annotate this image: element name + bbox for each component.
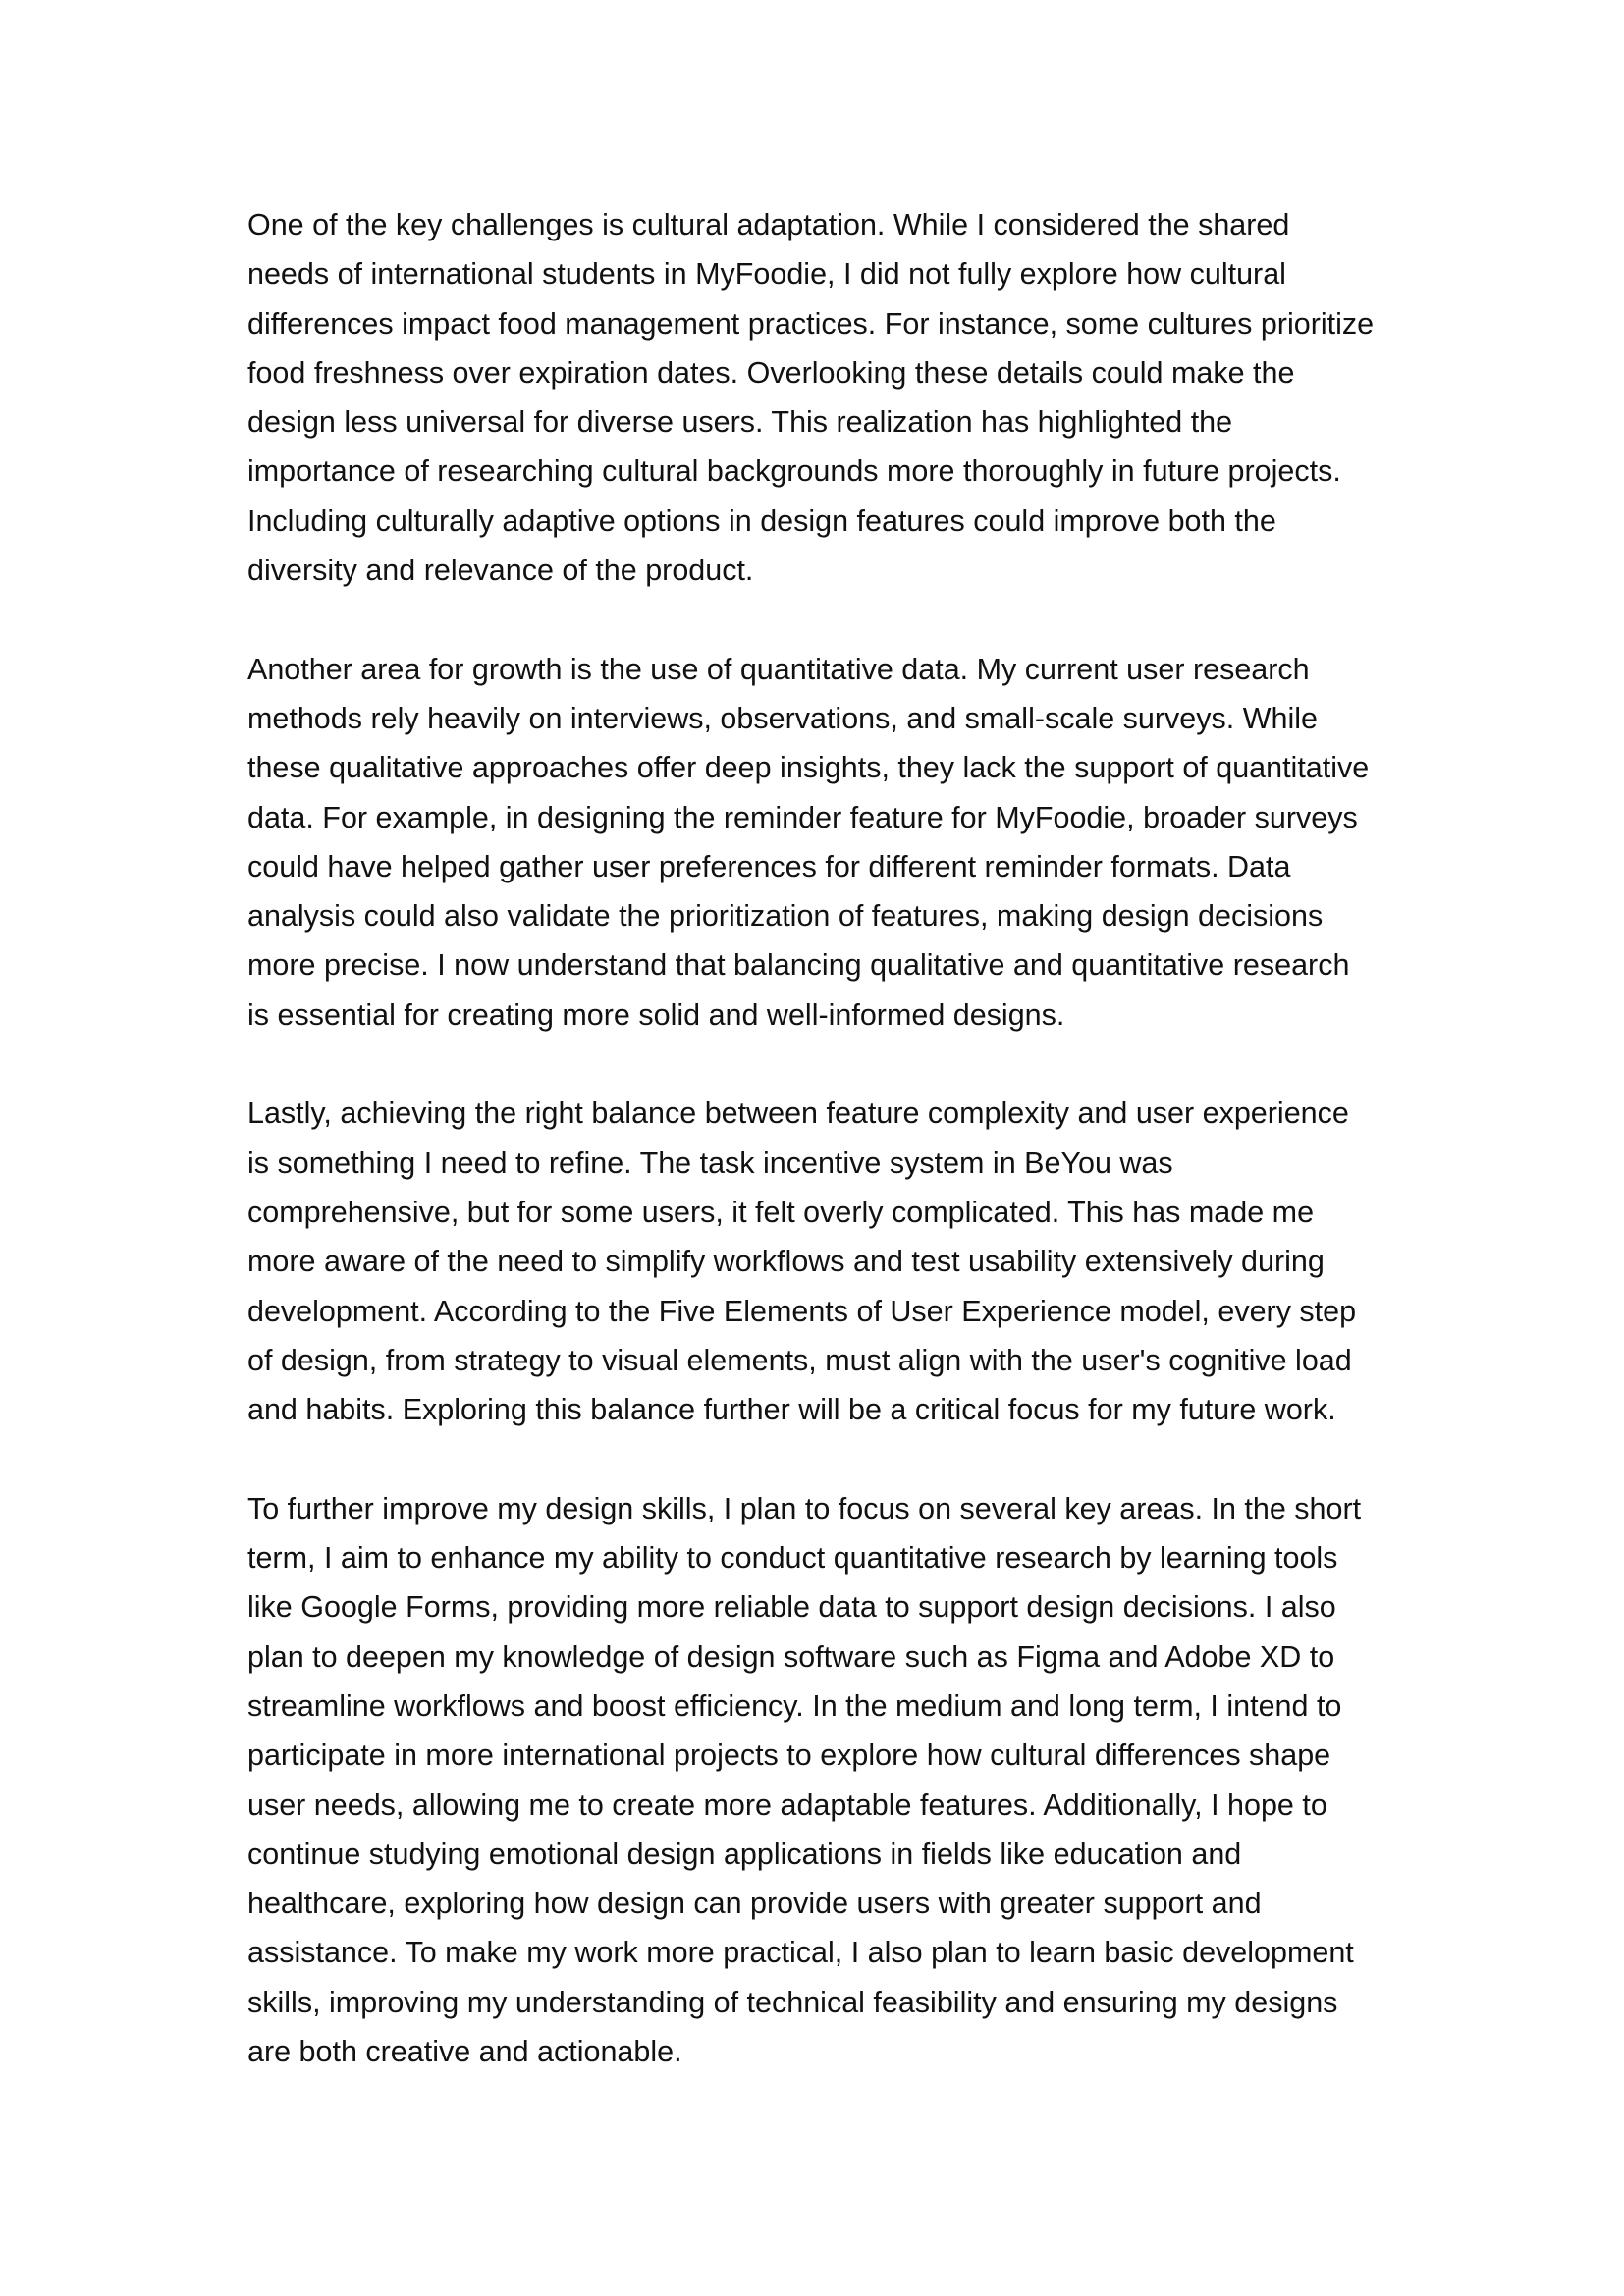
text-line: like Google Forms, providing more reliable data to support design decisions. I also [247,1590,1336,1625]
text-line: more aware of the need to simplify workflows and test usability extensively during [247,1245,1325,1279]
text-line: is something I need to refine. The task incentive system in BeYou was [247,1146,1173,1180]
text-line: plan to deepen my knowledge of design software such as Figma and Adobe XD to [247,1639,1335,1674]
text-line: could have helped gather user preferences for different reminder formats. Data [247,849,1291,883]
text-line: are both creative and actionable. [247,2034,682,2068]
text-line: needs of international students in MyFoodie, I did not fully explore how cultural [247,257,1286,292]
text-line: more precise. I now understand that balancing qualitative and quantitative research [247,948,1350,983]
text-line: and habits. Exploring this balance further will be a critical focus for my future work. [247,1393,1336,1427]
text-line: is essential for creating more solid and well-informed designs. [247,997,1065,1032]
text-line: skills, improving my understanding of technical feasibility and ensuring my designs [247,1985,1338,2019]
text-line: participate in more international projects to explore how cultural differences shape [247,1738,1331,1773]
text-line: user needs, allowing me to create more adaptable features. Additionally, I hope to [247,1788,1327,1822]
text-line: of design, from strategy to visual elements, must align with the user's cognitive load [247,1343,1352,1377]
paragraph-quantitative-data [247,645,1406,1040]
text-line: assistance. To make my work more practical, I also plan to learn basic development [247,1936,1354,1970]
text-line: food freshness over expiration dates. Overlooking these details could make the [247,355,1295,390]
text-line: analysis could also validate the prioritization of features, making design decisions [247,899,1324,934]
text-line: methods rely heavily on interviews, observations, and small-scale surveys. While [247,701,1318,735]
text-line: Lastly, achieving the right balance between feature complexity and user experience [247,1096,1349,1131]
text-line: continue studying emotional design applications in fields like education and [247,1837,1242,1871]
text-line: differences impact food management practices. For instance, some cultures prioritize [247,306,1375,341]
text-line: importance of researching cultural backgrounds more thoroughly in future projects. [247,454,1341,489]
text-line: Another area for growth is the use of quantitative data. My current user research [247,652,1310,686]
paragraph-cultural-adaptation [247,200,1406,595]
text-line: Including culturally adaptive options in design features could improve both the [247,504,1276,538]
document-body [247,200,1406,2126]
text-line: these qualitative approaches offer deep insights, they lack the support of quantitative [247,751,1370,785]
text-line: development. According to the Five Elements of User Experience model, every step [247,1294,1357,1328]
text-line: diversity and relevance of the product. [247,554,754,588]
paragraph-future-plans [247,1484,1406,2077]
text-line: To further improve my design skills, I plan to focus on several key areas. In the short [247,1491,1362,1525]
text-line: One of the key challenges is cultural adaptation. While I considered the shared [247,208,1290,241]
text-line: design less universal for diverse users. This realization has highlighted the [247,405,1233,440]
text-line: streamline workflows and boost efficiency. In the medium and long term, I intend to [247,1688,1342,1723]
text-line: data. For example, in designing the reminder feature for MyFoodie, broader surveys [247,800,1358,834]
text-line: comprehensive, but for some users, it felt overly complicated. This has made me [247,1195,1315,1229]
text-line: healthcare, exploring how design can provide users with greater support and [247,1887,1262,1921]
paragraph-feature-complexity [247,1089,1406,1434]
text-line: term, I aim to enhance my ability to conduct quantitative research by learning tools [247,1541,1338,1575]
